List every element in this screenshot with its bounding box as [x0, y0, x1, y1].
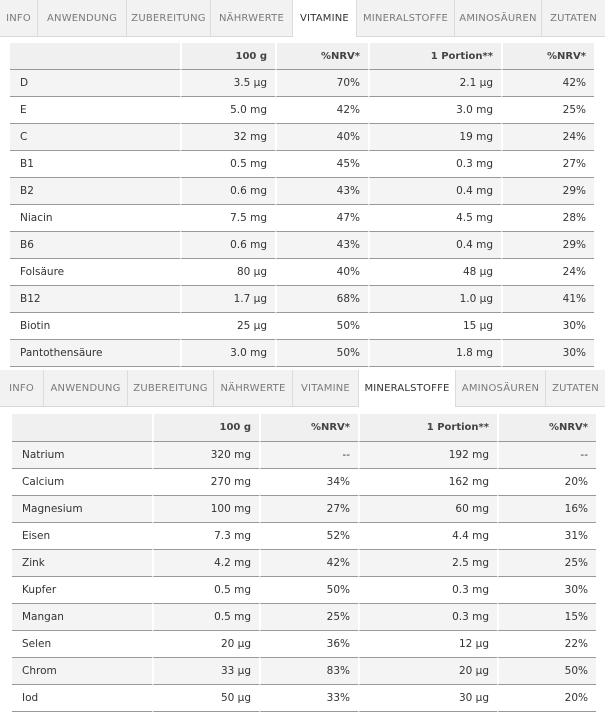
- nrv-portion: 25%: [501, 97, 594, 124]
- table-row: [10, 313, 594, 340]
- amount-100g: 20 µg: [152, 631, 259, 658]
- table-header-row: [10, 43, 594, 70]
- nrv-portion: 20%: [497, 685, 596, 712]
- nrv-100g: 43%: [275, 178, 368, 205]
- nrv-100g: 25%: [259, 604, 358, 631]
- amount-portion: 0.3 mg: [368, 151, 501, 178]
- header-portion: 1 Portion**: [358, 414, 497, 442]
- tab-naehrwerte[interactable]: NÄHRWERTE: [214, 370, 293, 406]
- header-nrv-portion: %NRV*: [497, 414, 596, 442]
- nutrient-name: Magnesium: [12, 496, 152, 523]
- amount-100g: 50 µg: [152, 685, 259, 712]
- nutrient-name: C: [10, 124, 180, 151]
- table-row: [10, 151, 594, 178]
- tab-mineralstoffe[interactable]: MINERALSTOFFE: [357, 0, 455, 36]
- amount-portion: 15 µg: [368, 313, 501, 340]
- nutrient-name: B12: [10, 286, 180, 313]
- header-100g: 100 g: [152, 414, 259, 442]
- nrv-100g: 68%: [275, 286, 368, 313]
- amount-100g: 80 µg: [180, 259, 275, 286]
- nrv-portion: 24%: [501, 124, 594, 151]
- nutrient-name: Calcium: [12, 469, 152, 496]
- mineralstoffe-panel: [0, 370, 605, 720]
- table-row: [10, 70, 594, 97]
- table-row: [10, 340, 594, 367]
- amount-100g: 0.6 mg: [180, 178, 275, 205]
- header-100g: 100 g: [180, 43, 275, 70]
- tab-bar: [0, 370, 605, 407]
- tab-bar: [0, 0, 605, 37]
- header-nrv-portion: %NRV*: [501, 43, 594, 70]
- amount-100g: 25 µg: [180, 313, 275, 340]
- amount-100g: 7.5 mg: [180, 205, 275, 232]
- amount-portion: 3.0 mg: [368, 97, 501, 124]
- nutrient-name: Kupfer: [12, 577, 152, 604]
- amount-100g: 1.7 µg: [180, 286, 275, 313]
- nrv-portion: 30%: [501, 340, 594, 367]
- nrv-100g: 40%: [275, 124, 368, 151]
- nrv-portion: 29%: [501, 178, 594, 205]
- nrv-100g: 70%: [275, 70, 368, 97]
- nrv-100g: 50%: [275, 340, 368, 367]
- table-row: [12, 523, 596, 550]
- tab-aminosaeuren[interactable]: AMINOSÄUREN: [455, 0, 542, 36]
- tab-info[interactable]: INFO: [0, 370, 44, 406]
- tab-mineralstoffe[interactable]: MINERALSTOFFE: [359, 370, 456, 407]
- vitamine-table: [10, 43, 594, 367]
- nutrient-name: B1: [10, 151, 180, 178]
- amount-100g: 270 mg: [152, 469, 259, 496]
- nutrient-name: Zink: [12, 550, 152, 577]
- amount-portion: 2.5 mg: [358, 550, 497, 577]
- nrv-100g: 42%: [259, 550, 358, 577]
- table-row: [12, 631, 596, 658]
- nrv-portion: 27%: [501, 151, 594, 178]
- amount-100g: 0.5 mg: [180, 151, 275, 178]
- nrv-100g: 33%: [259, 685, 358, 712]
- amount-portion: 4.5 mg: [368, 205, 501, 232]
- table-row: [10, 286, 594, 313]
- nrv-portion: 30%: [501, 313, 594, 340]
- nutrient-name: D: [10, 70, 180, 97]
- nrv-portion: 41%: [501, 286, 594, 313]
- amount-portion: 2.1 µg: [368, 70, 501, 97]
- table-row: [12, 442, 596, 469]
- nrv-portion: 50%: [497, 658, 596, 685]
- amount-portion: 60 mg: [358, 496, 497, 523]
- nutrient-name: Iod: [12, 685, 152, 712]
- nrv-100g: 50%: [275, 313, 368, 340]
- nutrient-name: Niacin: [10, 205, 180, 232]
- amount-100g: 100 mg: [152, 496, 259, 523]
- nutrient-name: Natrium: [12, 442, 152, 469]
- nrv-100g: 50%: [259, 577, 358, 604]
- amount-100g: 3.5 µg: [180, 70, 275, 97]
- amount-portion: 162 mg: [358, 469, 497, 496]
- table-row: [10, 124, 594, 151]
- nutrient-name: Folsäure: [10, 259, 180, 286]
- amount-100g: 0.5 mg: [152, 604, 259, 631]
- nrv-100g: --: [259, 442, 358, 469]
- amount-100g: 320 mg: [152, 442, 259, 469]
- nrv-portion: 22%: [497, 631, 596, 658]
- tab-zutaten[interactable]: ZUTATEN: [546, 370, 605, 406]
- tab-vitamine[interactable]: VITAMINE: [293, 0, 357, 37]
- tab-vitamine[interactable]: VITAMINE: [293, 370, 359, 406]
- tab-zutaten[interactable]: ZUTATEN: [542, 0, 605, 36]
- header-name: [10, 43, 180, 70]
- amount-portion: 12 µg: [358, 631, 497, 658]
- nutrient-name: Pantothensäure: [10, 340, 180, 367]
- amount-portion: 48 µg: [368, 259, 501, 286]
- nrv-100g: 43%: [275, 232, 368, 259]
- nutrient-name: E: [10, 97, 180, 124]
- tab-info[interactable]: INFO: [0, 0, 38, 36]
- table-row: [10, 259, 594, 286]
- header-portion: 1 Portion**: [368, 43, 501, 70]
- tab-zubereitung[interactable]: ZUBEREITUNG: [127, 0, 211, 36]
- nutrient-name: Eisen: [12, 523, 152, 550]
- nrv-portion: 16%: [497, 496, 596, 523]
- amount-portion: 0.3 mg: [358, 577, 497, 604]
- nrv-portion: 28%: [501, 205, 594, 232]
- nrv-100g: 42%: [275, 97, 368, 124]
- nrv-portion: 15%: [497, 604, 596, 631]
- table-row: [12, 604, 596, 631]
- nrv-100g: 45%: [275, 151, 368, 178]
- table-row: [12, 685, 596, 712]
- amount-portion: 19 mg: [368, 124, 501, 151]
- nrv-portion: 20%: [497, 469, 596, 496]
- amount-portion: 30 µg: [358, 685, 497, 712]
- amount-100g: 7.3 mg: [152, 523, 259, 550]
- amount-100g: 33 µg: [152, 658, 259, 685]
- nrv-100g: 47%: [275, 205, 368, 232]
- table-row: [10, 97, 594, 124]
- amount-portion: 20 µg: [358, 658, 497, 685]
- amount-100g: 0.6 mg: [180, 232, 275, 259]
- nrv-100g: 34%: [259, 469, 358, 496]
- table-row: [10, 205, 594, 232]
- nrv-portion: 29%: [501, 232, 594, 259]
- header-nrv-100g: %NRV*: [259, 414, 358, 442]
- nrv-portion: --: [497, 442, 596, 469]
- amount-portion: 0.4 mg: [368, 178, 501, 205]
- amount-portion: 0.3 mg: [358, 604, 497, 631]
- table-row: [12, 550, 596, 577]
- table-row: [12, 658, 596, 685]
- nrv-portion: 25%: [497, 550, 596, 577]
- nrv-100g: 36%: [259, 631, 358, 658]
- header-name: [12, 414, 152, 442]
- table-row: [10, 178, 594, 205]
- nrv-portion: 31%: [497, 523, 596, 550]
- table-row: [12, 577, 596, 604]
- nutrient-name: Selen: [12, 631, 152, 658]
- amount-portion: 1.0 µg: [368, 286, 501, 313]
- nutrient-name: Biotin: [10, 313, 180, 340]
- header-nrv-100g: %NRV*: [275, 43, 368, 70]
- nutrient-name: B6: [10, 232, 180, 259]
- table-row: [10, 232, 594, 259]
- table-header-row: [12, 414, 596, 442]
- nrv-100g: 83%: [259, 658, 358, 685]
- nrv-100g: 27%: [259, 496, 358, 523]
- tab-zubereitung[interactable]: ZUBEREITUNG: [128, 370, 214, 406]
- tab-anwendung[interactable]: ANWENDUNG: [38, 0, 127, 36]
- nutrient-name: B2: [10, 178, 180, 205]
- amount-portion: 0.4 mg: [368, 232, 501, 259]
- amount-portion: 1.8 mg: [368, 340, 501, 367]
- table-row: [12, 496, 596, 523]
- nrv-portion: 30%: [497, 577, 596, 604]
- nrv-100g: 52%: [259, 523, 358, 550]
- amount-100g: 0.5 mg: [152, 577, 259, 604]
- tab-anwendung[interactable]: ANWENDUNG: [44, 370, 128, 406]
- nrv-100g: 40%: [275, 259, 368, 286]
- nutrient-name: Mangan: [12, 604, 152, 631]
- nutrient-name: Chrom: [12, 658, 152, 685]
- table-row: [12, 469, 596, 496]
- amount-100g: 4.2 mg: [152, 550, 259, 577]
- amount-100g: 32 mg: [180, 124, 275, 151]
- nrv-portion: 42%: [501, 70, 594, 97]
- amount-100g: 3.0 mg: [180, 340, 275, 367]
- tab-aminosaeuren[interactable]: AMINOSÄUREN: [456, 370, 546, 406]
- amount-portion: 192 mg: [358, 442, 497, 469]
- mineralstoffe-table: [12, 414, 596, 712]
- amount-100g: 5.0 mg: [180, 97, 275, 124]
- amount-portion: 4.4 mg: [358, 523, 497, 550]
- nrv-portion: 24%: [501, 259, 594, 286]
- tab-naehrwerte[interactable]: NÄHRWERTE: [211, 0, 293, 36]
